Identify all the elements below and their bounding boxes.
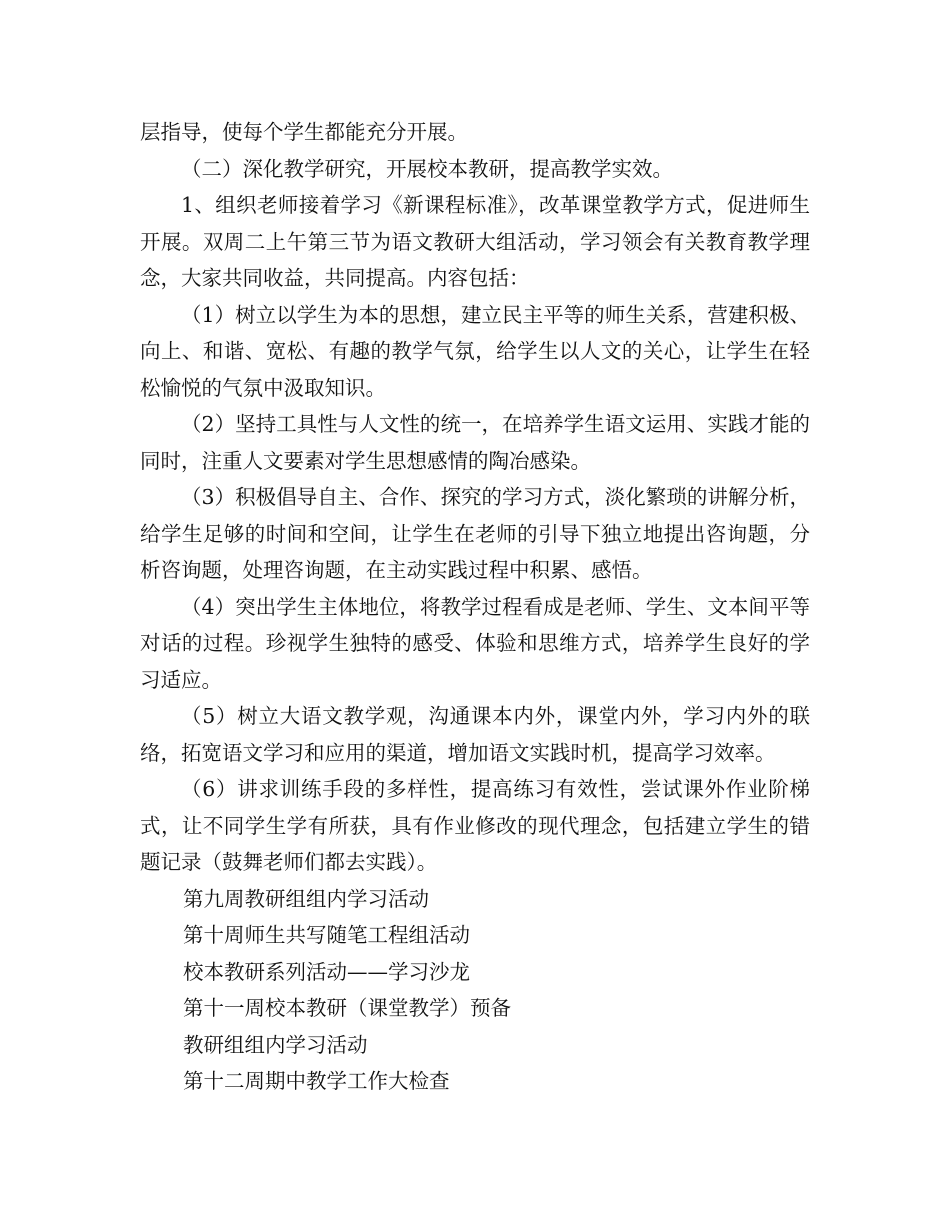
list-item-5: （5）树立大语文教学观，沟通课本内外，课堂内外，学习内外的联络，拓宽语文学习和应用的渠道，增加语文实践时机，提高学习效率。 — [140, 704, 810, 765]
schedule-line: 校本教研系列活动——学习沙龙 — [183, 959, 470, 984]
document-body — [140, 114, 810, 1100]
section-heading: （二）深化教学研究，开展校本教研，提高教学实效。 — [181, 156, 673, 181]
list-item-1: （1）树立以学生为本的思想，建立民主平等的师生关系，营建积极、向上、和谐、宽松、有趣的教学气氛，给学生以人文的关心，让学生在轻松愉悦的气氛中汲取知识。 — [140, 302, 810, 400]
list-item-2: （2）坚持工具性与人文性的统一，在培养学生语文运用、实践才能的同时，注重人文要素对学生思想感情的陶冶感染。 — [140, 412, 810, 473]
list-item-6: （6）讲求训练手段的多样性，提高练习有效性，尝试课外作业阶梯式，让不同学生学有所获，具有作业修改的现代理念，包括建立学生的错题记录（鼓舞老师们都去实践）。 — [140, 777, 810, 874]
schedule-line: 第十周师生共写随笔工程组活动 — [183, 923, 470, 947]
schedule-line: 第十二周期中教学工作大检查 — [183, 1069, 450, 1093]
schedule-line: 第十一周校本教研（课堂教学）预备 — [183, 996, 511, 1020]
paragraph-item-1: 1、组织老师接着学习《新课程标准》，改革课堂教学方式，促进师生开展。双周二上午第三节为语文教研大组活动，学习领会有关教育教学理念，大家共同收益，共同提高。内容包括： — [140, 193, 810, 290]
schedule-line: 第九周教研组组内学习活动 — [183, 886, 429, 911]
schedule-line: 教研组组内学习活动 — [183, 1032, 368, 1057]
list-item-4: （4）突出学生主体地位，将教学过程看成是老师、学生、文本间平等对话的过程。珍视学生独特的感受、体验和思维方式，培养学生良好的学习适应。 — [140, 594, 810, 692]
list-item-3: （3）积极倡导自主、合作、探究的学习方式，淡化繁琐的讲解分析，给学生足够的时间和空间，让学生在老师的引导下独立地提出咨询题，分析咨询题，处理咨询题，在主动实践过程中积累、感悟。 — [140, 485, 810, 582]
paragraph-continuation: 层指导，使每个学生都能充分开展。 — [140, 120, 468, 144]
